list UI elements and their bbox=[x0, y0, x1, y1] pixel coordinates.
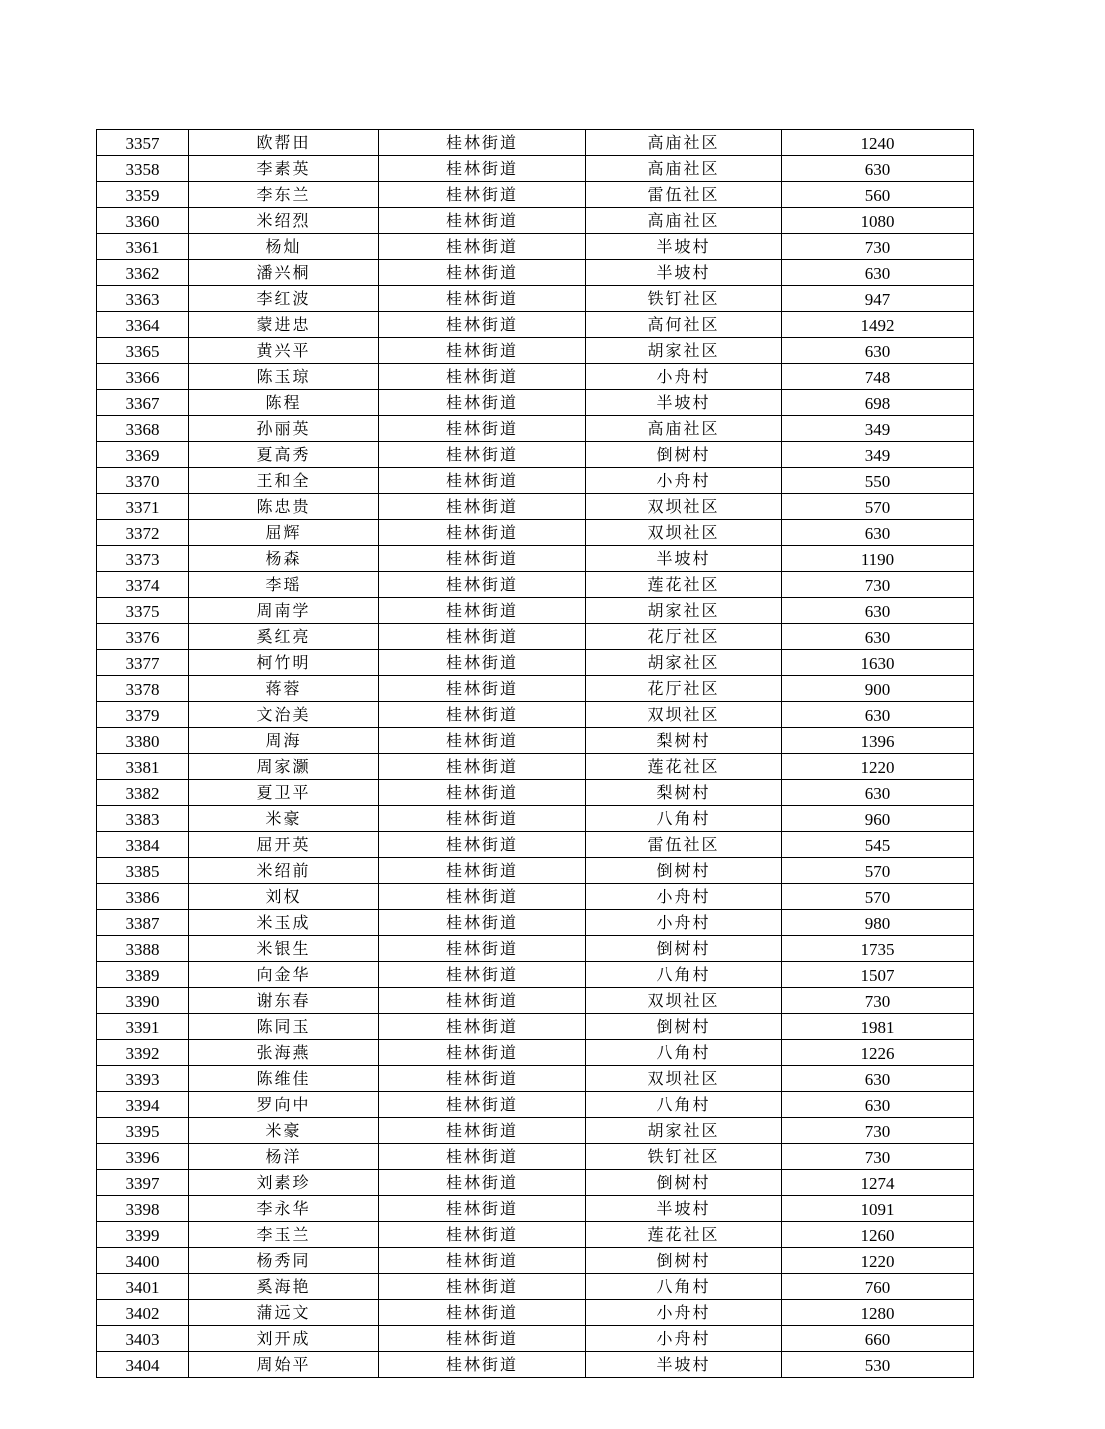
amount-cell: 730 bbox=[782, 1144, 974, 1170]
street-cell: 桂林街道 bbox=[379, 234, 586, 260]
community-cell: 铁钉社区 bbox=[586, 1144, 782, 1170]
table-row bbox=[97, 234, 974, 260]
street-cell: 桂林街道 bbox=[379, 936, 586, 962]
community-cell: 八角村 bbox=[586, 1040, 782, 1066]
amount-cell: 960 bbox=[782, 806, 974, 832]
row-number-cell: 3366 bbox=[97, 364, 189, 390]
street-cell: 桂林街道 bbox=[379, 442, 586, 468]
table-row bbox=[97, 806, 974, 832]
table-row bbox=[97, 390, 974, 416]
table-row bbox=[97, 468, 974, 494]
street-cell: 桂林街道 bbox=[379, 468, 586, 494]
name-cell: 张海燕 bbox=[189, 1040, 379, 1066]
row-number-cell: 3383 bbox=[97, 806, 189, 832]
table-row bbox=[97, 884, 974, 910]
table-row bbox=[97, 156, 974, 182]
name-cell: 王和全 bbox=[189, 468, 379, 494]
street-cell: 桂林街道 bbox=[379, 780, 586, 806]
community-cell: 雷伍社区 bbox=[586, 182, 782, 208]
name-cell: 奚海艳 bbox=[189, 1274, 379, 1300]
amount-cell: 630 bbox=[782, 702, 974, 728]
name-cell: 孙丽英 bbox=[189, 416, 379, 442]
table-body bbox=[97, 130, 974, 1378]
amount-cell: 570 bbox=[782, 494, 974, 520]
community-cell: 半坡村 bbox=[586, 1352, 782, 1378]
street-cell: 桂林街道 bbox=[379, 728, 586, 754]
row-number-cell: 3392 bbox=[97, 1040, 189, 1066]
row-number-cell: 3370 bbox=[97, 468, 189, 494]
community-cell: 胡家社区 bbox=[586, 338, 782, 364]
name-cell: 蒋蓉 bbox=[189, 676, 379, 702]
row-number-cell: 3359 bbox=[97, 182, 189, 208]
row-number-cell: 3369 bbox=[97, 442, 189, 468]
community-cell: 胡家社区 bbox=[586, 1118, 782, 1144]
row-number-cell: 3386 bbox=[97, 884, 189, 910]
street-cell: 桂林街道 bbox=[379, 1300, 586, 1326]
table-row bbox=[97, 338, 974, 364]
name-cell: 米银生 bbox=[189, 936, 379, 962]
community-cell: 倒树村 bbox=[586, 1248, 782, 1274]
name-cell: 刘开成 bbox=[189, 1326, 379, 1352]
name-cell: 米玉成 bbox=[189, 910, 379, 936]
name-cell: 米绍烈 bbox=[189, 208, 379, 234]
amount-cell: 570 bbox=[782, 884, 974, 910]
community-cell: 高庙社区 bbox=[586, 156, 782, 182]
name-cell: 李瑶 bbox=[189, 572, 379, 598]
community-cell: 小舟村 bbox=[586, 1326, 782, 1352]
row-number-cell: 3388 bbox=[97, 936, 189, 962]
name-cell: 杨灿 bbox=[189, 234, 379, 260]
street-cell: 桂林街道 bbox=[379, 1144, 586, 1170]
street-cell: 桂林街道 bbox=[379, 312, 586, 338]
row-number-cell: 3368 bbox=[97, 416, 189, 442]
street-cell: 桂林街道 bbox=[379, 962, 586, 988]
table-row bbox=[97, 312, 974, 338]
row-number-cell: 3401 bbox=[97, 1274, 189, 1300]
street-cell: 桂林街道 bbox=[379, 546, 586, 572]
name-cell: 陈玉琼 bbox=[189, 364, 379, 390]
row-number-cell: 3361 bbox=[97, 234, 189, 260]
name-cell: 屈辉 bbox=[189, 520, 379, 546]
name-cell: 向金华 bbox=[189, 962, 379, 988]
table-row bbox=[97, 936, 974, 962]
row-number-cell: 3367 bbox=[97, 390, 189, 416]
table-row bbox=[97, 416, 974, 442]
community-cell: 雷伍社区 bbox=[586, 832, 782, 858]
table-row bbox=[97, 1222, 974, 1248]
community-cell: 小舟村 bbox=[586, 468, 782, 494]
community-cell: 双坝社区 bbox=[586, 494, 782, 520]
table-row bbox=[97, 1170, 974, 1196]
table-row bbox=[97, 208, 974, 234]
street-cell: 桂林街道 bbox=[379, 1066, 586, 1092]
street-cell: 桂林街道 bbox=[379, 1248, 586, 1274]
amount-cell: 545 bbox=[782, 832, 974, 858]
amount-cell: 1220 bbox=[782, 1248, 974, 1274]
amount-cell: 1280 bbox=[782, 1300, 974, 1326]
table-row bbox=[97, 520, 974, 546]
row-number-cell: 3357 bbox=[97, 130, 189, 156]
amount-cell: 980 bbox=[782, 910, 974, 936]
row-number-cell: 3394 bbox=[97, 1092, 189, 1118]
amount-cell: 730 bbox=[782, 1118, 974, 1144]
amount-cell: 1220 bbox=[782, 754, 974, 780]
name-cell: 李永华 bbox=[189, 1196, 379, 1222]
community-cell: 小舟村 bbox=[586, 1300, 782, 1326]
community-cell: 小舟村 bbox=[586, 884, 782, 910]
community-cell: 八角村 bbox=[586, 806, 782, 832]
row-number-cell: 3404 bbox=[97, 1352, 189, 1378]
table-row bbox=[97, 832, 974, 858]
row-number-cell: 3393 bbox=[97, 1066, 189, 1092]
table-row bbox=[97, 1014, 974, 1040]
street-cell: 桂林街道 bbox=[379, 338, 586, 364]
community-cell: 莲花社区 bbox=[586, 1222, 782, 1248]
street-cell: 桂林街道 bbox=[379, 208, 586, 234]
street-cell: 桂林街道 bbox=[379, 1014, 586, 1040]
row-number-cell: 3358 bbox=[97, 156, 189, 182]
street-cell: 桂林街道 bbox=[379, 1118, 586, 1144]
name-cell: 周始平 bbox=[189, 1352, 379, 1378]
community-cell: 胡家社区 bbox=[586, 598, 782, 624]
community-cell: 花厅社区 bbox=[586, 676, 782, 702]
amount-cell: 630 bbox=[782, 624, 974, 650]
community-cell: 倒树村 bbox=[586, 1170, 782, 1196]
row-number-cell: 3377 bbox=[97, 650, 189, 676]
table-row bbox=[97, 546, 974, 572]
amount-cell: 630 bbox=[782, 598, 974, 624]
name-cell: 李红波 bbox=[189, 286, 379, 312]
name-cell: 陈维佳 bbox=[189, 1066, 379, 1092]
community-cell: 倒树村 bbox=[586, 858, 782, 884]
table-row bbox=[97, 1300, 974, 1326]
street-cell: 桂林街道 bbox=[379, 1222, 586, 1248]
amount-cell: 698 bbox=[782, 390, 974, 416]
name-cell: 陈忠贵 bbox=[189, 494, 379, 520]
row-number-cell: 3384 bbox=[97, 832, 189, 858]
community-cell: 高庙社区 bbox=[586, 208, 782, 234]
table-row bbox=[97, 962, 974, 988]
name-cell: 李玉兰 bbox=[189, 1222, 379, 1248]
community-cell: 倒树村 bbox=[586, 442, 782, 468]
street-cell: 桂林街道 bbox=[379, 806, 586, 832]
row-number-cell: 3391 bbox=[97, 1014, 189, 1040]
amount-cell: 900 bbox=[782, 676, 974, 702]
row-number-cell: 3372 bbox=[97, 520, 189, 546]
amount-cell: 1091 bbox=[782, 1196, 974, 1222]
amount-cell: 1492 bbox=[782, 312, 974, 338]
amount-cell: 1226 bbox=[782, 1040, 974, 1066]
row-number-cell: 3389 bbox=[97, 962, 189, 988]
name-cell: 潘兴桐 bbox=[189, 260, 379, 286]
name-cell: 陈同玉 bbox=[189, 1014, 379, 1040]
community-cell: 双坝社区 bbox=[586, 988, 782, 1014]
row-number-cell: 3382 bbox=[97, 780, 189, 806]
name-cell: 蒲远文 bbox=[189, 1300, 379, 1326]
amount-cell: 1080 bbox=[782, 208, 974, 234]
name-cell: 周家灏 bbox=[189, 754, 379, 780]
row-number-cell: 3375 bbox=[97, 598, 189, 624]
name-cell: 杨秀同 bbox=[189, 1248, 379, 1274]
amount-cell: 630 bbox=[782, 780, 974, 806]
community-cell: 八角村 bbox=[586, 1274, 782, 1300]
amount-cell: 1507 bbox=[782, 962, 974, 988]
community-cell: 花厅社区 bbox=[586, 624, 782, 650]
street-cell: 桂林街道 bbox=[379, 390, 586, 416]
table-row bbox=[97, 130, 974, 156]
table-row bbox=[97, 780, 974, 806]
row-number-cell: 3399 bbox=[97, 1222, 189, 1248]
street-cell: 桂林街道 bbox=[379, 1352, 586, 1378]
name-cell: 杨森 bbox=[189, 546, 379, 572]
street-cell: 桂林街道 bbox=[379, 1274, 586, 1300]
row-number-cell: 3380 bbox=[97, 728, 189, 754]
name-cell: 米豪 bbox=[189, 806, 379, 832]
name-cell: 柯竹明 bbox=[189, 650, 379, 676]
row-number-cell: 3365 bbox=[97, 338, 189, 364]
community-cell: 梨树村 bbox=[586, 728, 782, 754]
row-number-cell: 3364 bbox=[97, 312, 189, 338]
street-cell: 桂林街道 bbox=[379, 858, 586, 884]
community-cell: 高庙社区 bbox=[586, 416, 782, 442]
community-cell: 双坝社区 bbox=[586, 1066, 782, 1092]
street-cell: 桂林街道 bbox=[379, 182, 586, 208]
community-cell: 铁钉社区 bbox=[586, 286, 782, 312]
amount-cell: 630 bbox=[782, 1092, 974, 1118]
street-cell: 桂林街道 bbox=[379, 130, 586, 156]
name-cell: 米豪 bbox=[189, 1118, 379, 1144]
name-cell: 周海 bbox=[189, 728, 379, 754]
community-cell: 小舟村 bbox=[586, 910, 782, 936]
community-cell: 小舟村 bbox=[586, 364, 782, 390]
table-row bbox=[97, 1040, 974, 1066]
table-row bbox=[97, 260, 974, 286]
row-number-cell: 3362 bbox=[97, 260, 189, 286]
name-cell: 谢东春 bbox=[189, 988, 379, 1014]
row-number-cell: 3398 bbox=[97, 1196, 189, 1222]
name-cell: 夏高秀 bbox=[189, 442, 379, 468]
street-cell: 桂林街道 bbox=[379, 650, 586, 676]
amount-cell: 748 bbox=[782, 364, 974, 390]
table-row bbox=[97, 858, 974, 884]
name-cell: 陈程 bbox=[189, 390, 379, 416]
amount-cell: 560 bbox=[782, 182, 974, 208]
street-cell: 桂林街道 bbox=[379, 1326, 586, 1352]
table-row bbox=[97, 1352, 974, 1378]
community-cell: 八角村 bbox=[586, 962, 782, 988]
street-cell: 桂林街道 bbox=[379, 1092, 586, 1118]
community-cell: 半坡村 bbox=[586, 1196, 782, 1222]
row-number-cell: 3378 bbox=[97, 676, 189, 702]
table-row bbox=[97, 624, 974, 650]
table-row bbox=[97, 988, 974, 1014]
row-number-cell: 3400 bbox=[97, 1248, 189, 1274]
community-cell: 半坡村 bbox=[586, 546, 782, 572]
street-cell: 桂林街道 bbox=[379, 988, 586, 1014]
table-row bbox=[97, 182, 974, 208]
row-number-cell: 3387 bbox=[97, 910, 189, 936]
amount-cell: 660 bbox=[782, 1326, 974, 1352]
street-cell: 桂林街道 bbox=[379, 156, 586, 182]
amount-cell: 1981 bbox=[782, 1014, 974, 1040]
table-row bbox=[97, 1118, 974, 1144]
name-cell: 米绍前 bbox=[189, 858, 379, 884]
street-cell: 桂林街道 bbox=[379, 598, 586, 624]
name-cell: 黄兴平 bbox=[189, 338, 379, 364]
amount-cell: 630 bbox=[782, 156, 974, 182]
table-row bbox=[97, 650, 974, 676]
table-row bbox=[97, 910, 974, 936]
amount-cell: 1260 bbox=[782, 1222, 974, 1248]
row-number-cell: 3363 bbox=[97, 286, 189, 312]
community-cell: 双坝社区 bbox=[586, 520, 782, 546]
row-number-cell: 3396 bbox=[97, 1144, 189, 1170]
street-cell: 桂林街道 bbox=[379, 754, 586, 780]
street-cell: 桂林街道 bbox=[379, 676, 586, 702]
amount-cell: 1190 bbox=[782, 546, 974, 572]
amount-cell: 1735 bbox=[782, 936, 974, 962]
name-cell: 李东兰 bbox=[189, 182, 379, 208]
table-row bbox=[97, 702, 974, 728]
community-cell: 高庙社区 bbox=[586, 130, 782, 156]
table-row bbox=[97, 1144, 974, 1170]
row-number-cell: 3395 bbox=[97, 1118, 189, 1144]
community-cell: 胡家社区 bbox=[586, 650, 782, 676]
data-table bbox=[96, 129, 974, 1378]
amount-cell: 730 bbox=[782, 234, 974, 260]
row-number-cell: 3371 bbox=[97, 494, 189, 520]
name-cell: 屈开英 bbox=[189, 832, 379, 858]
name-cell: 罗向中 bbox=[189, 1092, 379, 1118]
amount-cell: 530 bbox=[782, 1352, 974, 1378]
row-number-cell: 3374 bbox=[97, 572, 189, 598]
amount-cell: 1396 bbox=[782, 728, 974, 754]
row-number-cell: 3360 bbox=[97, 208, 189, 234]
amount-cell: 630 bbox=[782, 338, 974, 364]
row-number-cell: 3385 bbox=[97, 858, 189, 884]
table-row bbox=[97, 1066, 974, 1092]
name-cell: 奚红亮 bbox=[189, 624, 379, 650]
amount-cell: 760 bbox=[782, 1274, 974, 1300]
name-cell: 李素英 bbox=[189, 156, 379, 182]
community-cell: 双坝社区 bbox=[586, 702, 782, 728]
community-cell: 半坡村 bbox=[586, 260, 782, 286]
table-row bbox=[97, 442, 974, 468]
street-cell: 桂林街道 bbox=[379, 1170, 586, 1196]
community-cell: 半坡村 bbox=[586, 234, 782, 260]
name-cell: 刘权 bbox=[189, 884, 379, 910]
street-cell: 桂林街道 bbox=[379, 494, 586, 520]
amount-cell: 570 bbox=[782, 858, 974, 884]
table-row bbox=[97, 572, 974, 598]
table-row bbox=[97, 754, 974, 780]
row-number-cell: 3381 bbox=[97, 754, 189, 780]
amount-cell: 1630 bbox=[782, 650, 974, 676]
row-number-cell: 3403 bbox=[97, 1326, 189, 1352]
table-row bbox=[97, 598, 974, 624]
name-cell: 文治美 bbox=[189, 702, 379, 728]
amount-cell: 1274 bbox=[782, 1170, 974, 1196]
street-cell: 桂林街道 bbox=[379, 832, 586, 858]
row-number-cell: 3379 bbox=[97, 702, 189, 728]
table-row bbox=[97, 286, 974, 312]
street-cell: 桂林街道 bbox=[379, 624, 586, 650]
street-cell: 桂林街道 bbox=[379, 1040, 586, 1066]
street-cell: 桂林街道 bbox=[379, 520, 586, 546]
table-row bbox=[97, 728, 974, 754]
table-row bbox=[97, 364, 974, 390]
street-cell: 桂林街道 bbox=[379, 572, 586, 598]
table-row bbox=[97, 494, 974, 520]
row-number-cell: 3397 bbox=[97, 1170, 189, 1196]
community-cell: 半坡村 bbox=[586, 390, 782, 416]
name-cell: 杨洋 bbox=[189, 1144, 379, 1170]
table-row bbox=[97, 1092, 974, 1118]
street-cell: 桂林街道 bbox=[379, 260, 586, 286]
table-row bbox=[97, 1274, 974, 1300]
amount-cell: 349 bbox=[782, 416, 974, 442]
community-cell: 倒树村 bbox=[586, 936, 782, 962]
community-cell: 高何社区 bbox=[586, 312, 782, 338]
table-row bbox=[97, 1248, 974, 1274]
community-cell: 莲花社区 bbox=[586, 572, 782, 598]
amount-cell: 730 bbox=[782, 988, 974, 1014]
street-cell: 桂林街道 bbox=[379, 702, 586, 728]
table-row bbox=[97, 1326, 974, 1352]
street-cell: 桂林街道 bbox=[379, 1196, 586, 1222]
amount-cell: 730 bbox=[782, 572, 974, 598]
amount-cell: 349 bbox=[782, 442, 974, 468]
amount-cell: 630 bbox=[782, 260, 974, 286]
street-cell: 桂林街道 bbox=[379, 364, 586, 390]
table-row bbox=[97, 1196, 974, 1222]
community-cell: 梨树村 bbox=[586, 780, 782, 806]
street-cell: 桂林街道 bbox=[379, 416, 586, 442]
name-cell: 刘素珍 bbox=[189, 1170, 379, 1196]
amount-cell: 630 bbox=[782, 520, 974, 546]
amount-cell: 630 bbox=[782, 1066, 974, 1092]
street-cell: 桂林街道 bbox=[379, 286, 586, 312]
row-number-cell: 3390 bbox=[97, 988, 189, 1014]
row-number-cell: 3376 bbox=[97, 624, 189, 650]
amount-cell: 1240 bbox=[782, 130, 974, 156]
name-cell: 欧帮田 bbox=[189, 130, 379, 156]
street-cell: 桂林街道 bbox=[379, 910, 586, 936]
name-cell: 周南学 bbox=[189, 598, 379, 624]
amount-cell: 947 bbox=[782, 286, 974, 312]
name-cell: 夏卫平 bbox=[189, 780, 379, 806]
name-cell: 蒙进忠 bbox=[189, 312, 379, 338]
row-number-cell: 3373 bbox=[97, 546, 189, 572]
table-row bbox=[97, 676, 974, 702]
row-number-cell: 3402 bbox=[97, 1300, 189, 1326]
community-cell: 倒树村 bbox=[586, 1014, 782, 1040]
street-cell: 桂林街道 bbox=[379, 884, 586, 910]
community-cell: 莲花社区 bbox=[586, 754, 782, 780]
community-cell: 八角村 bbox=[586, 1092, 782, 1118]
amount-cell: 550 bbox=[782, 468, 974, 494]
